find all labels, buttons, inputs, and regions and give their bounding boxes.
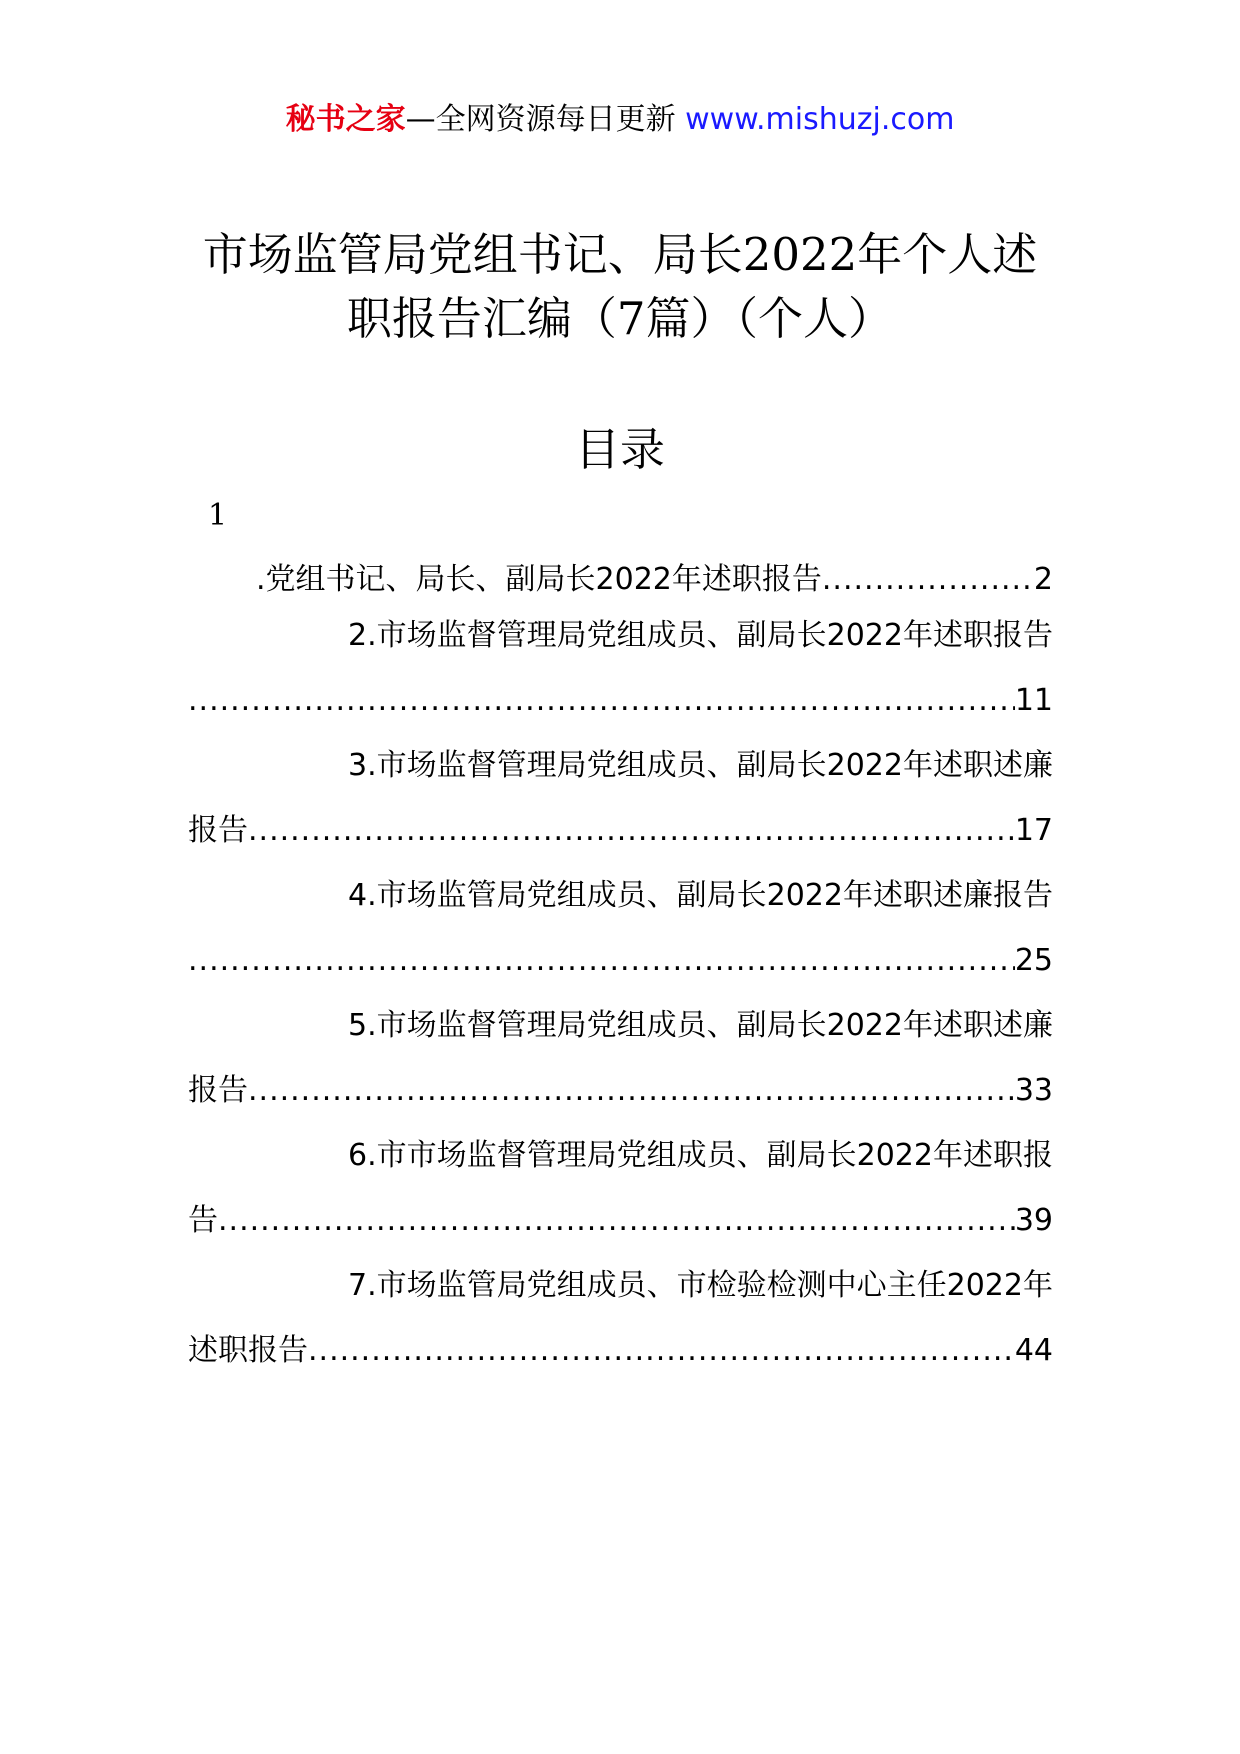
toc-leader-dots xyxy=(308,1331,1015,1371)
toc-entry-3-continuation[interactable] xyxy=(188,811,1053,851)
toc-page-number: 17 xyxy=(1014,813,1053,848)
brand-name: 秘书之家 xyxy=(285,102,406,137)
toc-page-number: 39 xyxy=(1014,1203,1053,1238)
toc-entry-text: 4.市场监管局党组成员、副局长2022年述职述廉报告 xyxy=(348,878,1053,913)
toc-stray-number: 1 xyxy=(208,498,228,533)
site-url-link[interactable]: www.mishuzj.com xyxy=(685,102,955,137)
toc-entry-1[interactable] xyxy=(188,560,1053,600)
toc-page-number: 11 xyxy=(1014,683,1053,718)
toc-entry-2-continuation[interactable] xyxy=(188,681,1053,721)
banner-tagline: —全网资源每日更新 xyxy=(405,102,686,137)
document-title xyxy=(160,223,1080,351)
toc-entry-text: 6.市市场监督管理局党组成员、副局长2022年述职报 xyxy=(348,1138,1053,1173)
toc-entry-6-continuation[interactable] xyxy=(188,1201,1053,1241)
toc-leader-dots xyxy=(188,941,1015,981)
toc-leader-dots xyxy=(248,811,1015,851)
toc-entry-5-continuation[interactable] xyxy=(188,1071,1053,1111)
toc-entry-6[interactable] xyxy=(188,1136,1053,1176)
toc-heading: 目录 xyxy=(574,423,665,476)
toc-leader-dots xyxy=(188,681,1015,721)
toc-entry-tail: 述职报告 xyxy=(188,1333,308,1368)
toc-entry-4[interactable] xyxy=(188,876,1053,916)
toc-entry-2[interactable] xyxy=(188,616,1053,656)
toc-page-number: 2 xyxy=(1033,562,1053,597)
toc-entry-7[interactable] xyxy=(188,1266,1053,1306)
toc-entry-text: 3.市场监督管理局党组成员、副局长2022年述职述廉 xyxy=(348,748,1053,783)
toc-entry-text: 2.市场监督管理局党组成员、副局长2022年述职报告 xyxy=(348,618,1053,653)
site-banner xyxy=(0,100,1240,140)
toc-entry-7-continuation[interactable] xyxy=(188,1331,1053,1371)
toc-page-number: 33 xyxy=(1014,1073,1053,1108)
title-line-2: 职报告汇编（7篇）（个人） xyxy=(346,292,894,345)
toc-entry-4-continuation[interactable] xyxy=(188,941,1053,981)
toc-entry-tail: 报告 xyxy=(188,813,248,848)
toc-entry-text: .党组书记、局长、副局长2022年述职报告 xyxy=(256,562,822,597)
toc-leader-dots xyxy=(218,1201,1015,1241)
toc-entry-tail: 报告 xyxy=(188,1073,248,1108)
toc-leader-dots xyxy=(822,560,1034,600)
toc-entry-tail: 告 xyxy=(188,1203,218,1238)
toc-entry-5[interactable] xyxy=(188,1006,1053,1046)
toc-page-number: 44 xyxy=(1014,1333,1053,1368)
toc-entry-text: 7.市场监管局党组成员、市检验检测中心主任2022年 xyxy=(348,1268,1053,1303)
toc-leader-dots xyxy=(248,1071,1015,1111)
toc-page-number: 25 xyxy=(1014,943,1053,978)
toc-entry-3[interactable] xyxy=(188,746,1053,786)
toc-entry-text: 5.市场监督管理局党组成员、副局长2022年述职述廉 xyxy=(348,1008,1053,1043)
title-line-1: 市场监管局党组书记、局长2022年个人述 xyxy=(202,228,1038,281)
